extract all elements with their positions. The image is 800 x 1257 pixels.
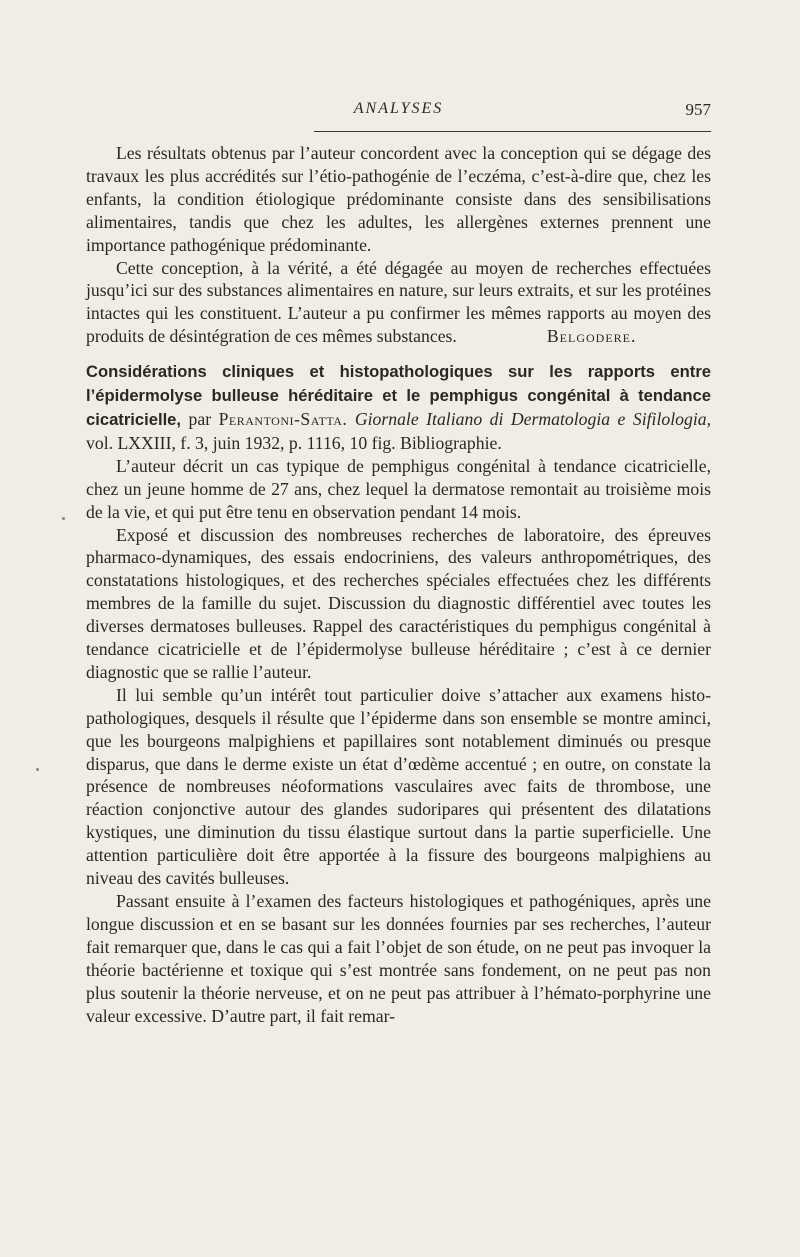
header-rule xyxy=(314,131,711,132)
reviewer-signature: Belgodere. xyxy=(546,326,637,347)
running-title: ANALYSES xyxy=(353,100,444,117)
article-author: Perantoni-Satta. xyxy=(218,408,348,429)
paper-speck xyxy=(62,517,65,520)
article-paragraph: Passant ensuite à l’examen des facteurs histologiques et pathogéniques, après une longue discussion et en se basant sur les données fournies par ses recherches, l’auteur fait remarquer que, dans le cas qui a fait l’objet de son étude, on ne peut pas invoquer la théorie bactérienne et toxique qui s’est montrée sans fondement, on ne peut pas non plus soutenir la théorie nerveuse, et on ne peut pas attribuer à l’hémato-porphyrine une valeur excessive. D’autre part, il fait remar- xyxy=(86,891,711,1026)
paragraph xyxy=(86,257,711,349)
body-text xyxy=(86,142,711,1027)
article-paragraph: Il lui semble qu’un intérêt tout particulier doive s’attacher aux examens histo-pathologiques, desquels il résulte que l’épiderme dans son ensemble se montre aminci, que les bourgeons malpighiens et papillaires sont notablement diminués ou presque disparus, que dans le derme existe un état d’œdème accentué ; en outre, on constate la présence de nombreuses néoformations vasculaires avec faits de thrombose, une réaction conjonctive autour des glandes sudoripares qui présentent des dilatations kystiques, une diminution du tissu élastique surtout dans la partie superficielle. Une attention particulière doit être apportée à la fissure des bourgeons malpighiens au niveau des cavités bulleuses. xyxy=(86,684,711,889)
article-title: Considérations cliniques et histopathologiques sur les rapports entre l’épidermolyse bulleuse héréditaire et le pemphigus congénital à tendance cicatricielle, xyxy=(86,362,711,429)
paragraph: Les résultats obtenus par l’auteur concordent avec la conception qui se dégage des travaux les plus accrédités sur l’étio-pathogénie de l’eczéma, c’est-à-dire que, chez les enfants, la condition étiologique prédominante consiste dans des sensibilisations alimentaires, tandis que chez les adultes, les allergènes externes prennent une importance pathogénique prédominante. xyxy=(86,143,711,255)
running-header xyxy=(86,100,711,126)
paper-speck xyxy=(36,768,39,771)
article-paragraph: L’auteur décrit un cas typique de pemphigus congénital à tendance cicatricielle, chez un jeune homme de 27 ans, chez lequel la dermatose remontait au troisième mois de la vie, et qui put être tenu en observation pendant 14 mois. xyxy=(86,455,711,522)
paragraph-text: Cette conception, à la vérité, a été dégagée au moyen de recherches effectuées jusqu’ici sur des substances alimentaires en nature, sur leurs extraits, et sur les protéines intactes qui les constituent. L’auteur a pu confirmer les mêmes rapports au moyen des produits de désintégration de ces mêmes substances. xyxy=(86,257,711,347)
article-journal: Giornale Italiano di Dermatologia e Sifilologia, xyxy=(354,408,712,429)
article-reference xyxy=(86,360,711,455)
article-paragraph: Exposé et discussion des nombreuses recherches de laboratoire, des épreuves pharmaco-dynamiques, des essais endocriniens, des valeurs anthropométriques, des constatations histologiques, et des recherches spéciales effectuées chez les différents membres de la famille du sujet. Discussion du diagnostic différentiel avec toutes les diverses dermatoses bulleuses. Rappel des caractéristiques du pemphigus congénital à tendance cicatricielle et de l’épidermolyse bulleuse héréditaire ; c’est à ce dernier diagnostic que se rallie l’auteur. xyxy=(86,524,711,682)
article-details: vol. LXXIII, f. 3, juin 1932, p. 1116, 10 fig. Bibliographie. xyxy=(86,432,502,453)
article-by: par xyxy=(188,408,212,429)
page-number: 957 xyxy=(685,100,711,119)
